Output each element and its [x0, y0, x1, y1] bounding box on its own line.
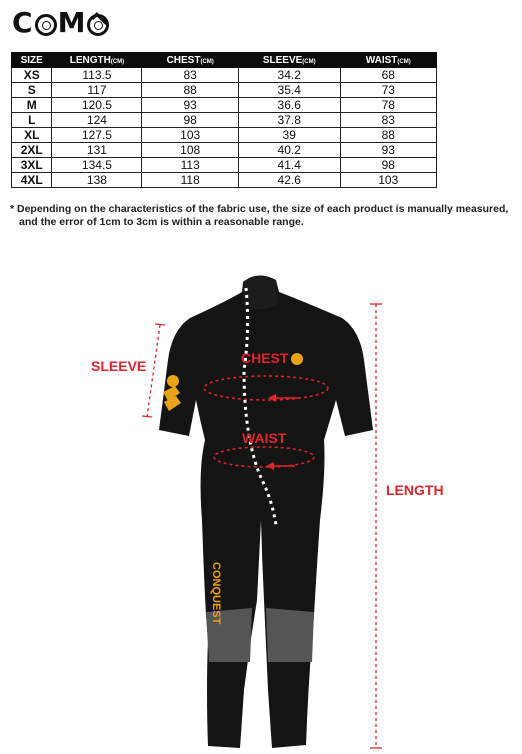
sleeve-logo-icon	[167, 375, 179, 387]
table-cell: 34.2	[238, 68, 340, 83]
table-cell: 103	[142, 128, 239, 143]
sleeve-label: SLEEVE	[91, 358, 147, 374]
table-cell: 2XL	[12, 143, 52, 158]
table-cell: 42.6	[238, 173, 340, 188]
wetsuit-illustration	[159, 275, 373, 748]
table-cell: L	[12, 113, 52, 128]
table-cell: 120.5	[52, 98, 142, 113]
table-cell: 117	[52, 83, 142, 98]
waist-label: WAIST	[242, 430, 287, 446]
table-cell: XL	[12, 128, 52, 143]
table-cell: 118	[142, 173, 239, 188]
column-header-unit: (CM)	[110, 58, 125, 65]
table-cell: 88	[142, 83, 239, 98]
length-label: LENGTH	[386, 482, 444, 498]
table-cell: 3XL	[12, 158, 52, 173]
table-cell: 78	[340, 98, 437, 113]
table-cell: 68	[340, 68, 437, 83]
table-cell: 83	[142, 68, 239, 83]
column-header-label: LENGTH	[69, 54, 111, 66]
note-line-2: and the error of 1cm to 3cm is within a reasonable range.	[19, 216, 304, 228]
column-header-label: SIZE	[20, 54, 43, 66]
column-header-unit: (CM)	[302, 58, 316, 65]
column-header-label: SLEEVE	[262, 54, 303, 66]
table-cell: 108	[142, 143, 239, 158]
table-cell: 93	[142, 98, 239, 113]
table-cell: 37.8	[238, 113, 340, 128]
knee-pad-right	[266, 608, 314, 662]
logo-text: C M	[12, 8, 110, 38]
table-cell: 113	[142, 158, 239, 173]
column-header-unit: (CM)	[397, 58, 411, 65]
table-cell: S	[12, 83, 52, 98]
table-cell: 4XL	[12, 173, 52, 188]
table-cell: 131	[52, 143, 142, 158]
wetsuit-body	[159, 275, 373, 748]
table-cell: 103	[340, 173, 437, 188]
table-cell: 127.5	[52, 128, 142, 143]
table-cell: 124	[52, 113, 142, 128]
note-line-1: * Depending on the characteristics of the fabric use, the size of each product is manually measured,	[10, 203, 509, 215]
table-cell: 40.2	[238, 143, 340, 158]
table-cell: 73	[340, 83, 437, 98]
table-cell: 88	[340, 128, 437, 143]
column-header-unit: (CM)	[200, 58, 214, 65]
table-cell: XS	[12, 68, 52, 83]
leg-brand-text: CONQUEST	[210, 562, 222, 625]
table-cell: 93	[340, 143, 437, 158]
table-cell: 138	[52, 173, 142, 188]
table-cell: 35.4	[238, 83, 340, 98]
table-cell: 98	[142, 113, 239, 128]
table-cell: 134.5	[52, 158, 142, 173]
column-header-label: WAIST	[365, 54, 398, 66]
table-cell: 113.5	[52, 68, 142, 83]
table-cell: M	[12, 98, 52, 113]
chest-logo-icon	[291, 353, 303, 365]
length-measure	[370, 304, 382, 748]
chest-label: CHEST	[241, 350, 289, 366]
table-cell: 83	[340, 113, 437, 128]
table-cell: 36.6	[238, 98, 340, 113]
table-cell: 98	[340, 158, 437, 173]
table-cell: 39	[238, 128, 340, 143]
table-cell: 41.4	[238, 158, 340, 173]
column-header-label: CHEST	[166, 54, 201, 66]
